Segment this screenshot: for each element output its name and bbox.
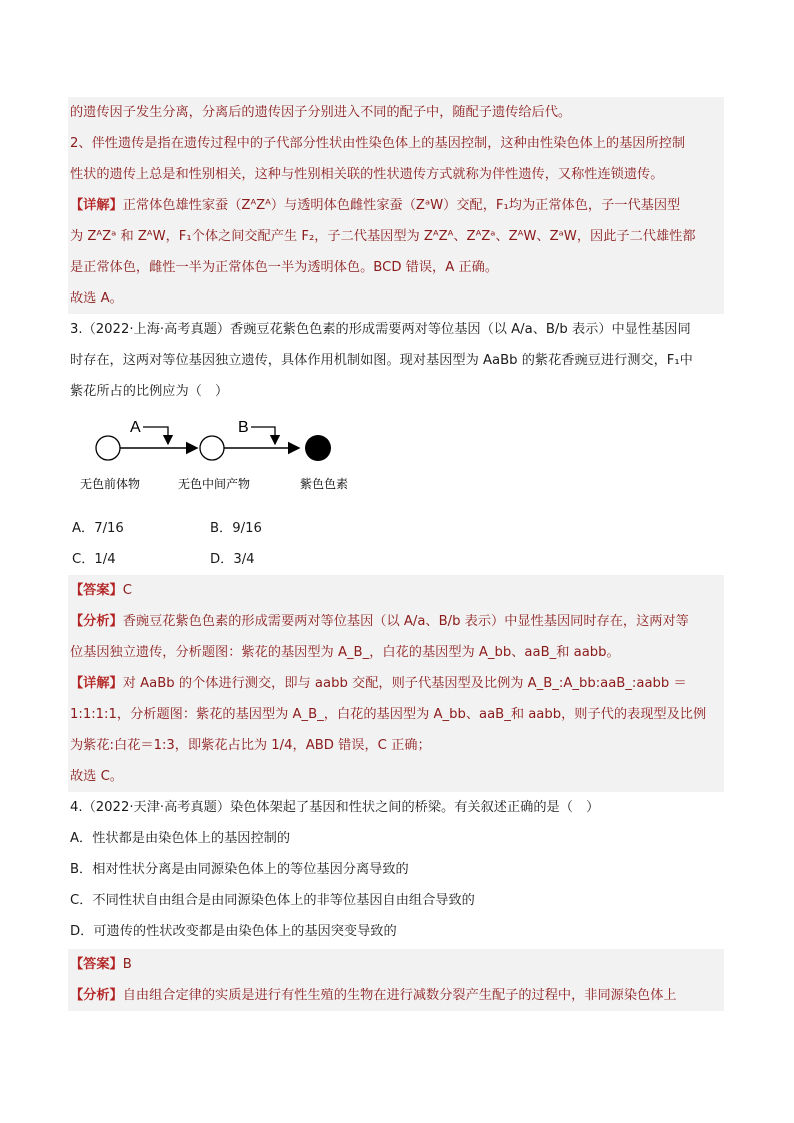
option-c[interactable]: C．不同性状自由组合是由同源染色体上的非等位基因自由组合导致的: [70, 893, 475, 908]
analysis-line: [68, 606, 724, 637]
gene-a-arrow: [143, 427, 168, 444]
option-c[interactable]: C．1/4: [72, 552, 116, 567]
gene-b-arrow: [251, 427, 275, 444]
answer-tag: 【答案】: [70, 583, 123, 598]
question-stem: 3.（2022·上海·高考真题）香豌豆花紫色色素的形成需要两对等位基因（以 A/a、B/b 表示）中显性基因同: [70, 322, 691, 337]
answer-value: B: [122, 957, 132, 972]
option-a[interactable]: A．性状都是由染色体上的基因控制的: [70, 831, 291, 846]
analysis-line: 位基因独立遗传，分析题图：紫花的基因型为 A_B_，白花的基因型为 A_bb、aaB_和 aabb。: [68, 637, 724, 668]
detail-tag: 【详解】: [70, 198, 123, 213]
question-stem: 时存在，这两对等位基因独立遗传，具体作用机制如图。现对基因型为 AaBb 的紫花香豌豆进行测交，F₁中: [70, 353, 693, 368]
choose-line: 故选 A。: [68, 283, 724, 314]
detail-line: 1:1:1:1，分析题图：紫花的基因型为 A_B_，白花的基因型为 A_bb、aaB_和 aabb，则子代的表现型及比例: [68, 699, 724, 730]
analysis-line: [68, 980, 724, 1011]
pathway-diagram: [70, 410, 370, 500]
analysis-text: 自由组合定律的实质是进行有性生殖的生物在进行减数分裂产生配子的过程中，非同源染色体上: [122, 988, 677, 1003]
analysis-tag: 【分析】: [70, 614, 123, 629]
detail-line: 是正常体色，雌性一半为正常体色一半为透明体色。BCD 错误，A 正确。: [68, 252, 724, 283]
choose-line: 故选 C。: [68, 761, 724, 792]
answer-line: [68, 575, 724, 606]
explanation-line: 2、伴性遗传是指在遗传过程中的子代部分性状由性染色体上的基因控制，这种由性染色体上的基因所控制: [68, 128, 724, 159]
detail-line: 为 ZᴬZᵃ 和 ZᴬW，F₁个体之间交配产生 F₂，子二代基因型为 ZᴬZᴬ、ZᴬZᵃ、ZᴬW、ZᵃW，因此子二代雄性都: [68, 221, 724, 252]
option-b[interactable]: B．9/16: [210, 521, 262, 536]
detail-text: 正常体色雄性家蚕（ZᴬZᴬ）与透明体色雌性家蚕（ZᵃW）交配，F₁均为正常体色，子一代基因型: [122, 198, 681, 213]
detail-line: 为紫花:白花＝1:3，即紫花占比为 1/4，ABD 错误，C 正确；: [68, 730, 724, 761]
explanation-line: 的遗传因子发生分离，分离后的遗传因子分别进入不同的配子中，随配子遗传给后代。: [68, 97, 724, 128]
option-a[interactable]: A．7/16: [72, 521, 124, 536]
question-stem: 紫花所占的比例应为（ ）: [70, 384, 229, 399]
option-d[interactable]: D．3/4: [210, 552, 255, 567]
node1-label: 无色前体物: [80, 477, 141, 491]
detail-line: [68, 190, 724, 221]
detail-text: 对 AaBb 的个体进行测交，即与 aabb 交配，则子代基因型及比例为 A_B_:A_bb:aaB_:aabb ＝: [122, 676, 687, 691]
answer-value: C: [122, 583, 132, 598]
detail-line: [68, 668, 724, 699]
gene-a-label: A: [130, 419, 141, 436]
pathway-svg: [70, 410, 370, 500]
option-b[interactable]: B．相对性状分离是由同源染色体上的等位基因分离导致的: [70, 862, 409, 877]
explanation-line: 性状的遗传上总是和性别相关，这种与性别相关联的性状遗传方式就称为伴性遗传，又称性连锁遗传。: [68, 159, 724, 190]
node3-label: 紫色色素: [300, 477, 349, 491]
option-d[interactable]: D．可遗传的性状改变都是由染色体上的基因突变导致的: [70, 924, 397, 939]
analysis-text: 香豌豆花紫色色素的形成需要两对等位基因（以 A/a、B/b 表示）中显性基因同时存在，这两对等: [122, 614, 689, 629]
intermediate-node: [200, 436, 224, 460]
detail-tag: 【详解】: [70, 676, 123, 691]
node2-label: 无色中间产物: [178, 477, 251, 491]
answer-line: [68, 949, 724, 980]
gene-b-label: B: [238, 419, 249, 436]
answer-tag: 【答案】: [70, 957, 123, 972]
pigment-node: [305, 435, 331, 461]
question-stem: 4.（2022·天津·高考真题）染色体架起了基因和性状之间的桥梁。有关叙述正确的是（ ）: [70, 800, 600, 815]
analysis-tag: 【分析】: [70, 988, 123, 1003]
precursor-node: [96, 436, 120, 460]
